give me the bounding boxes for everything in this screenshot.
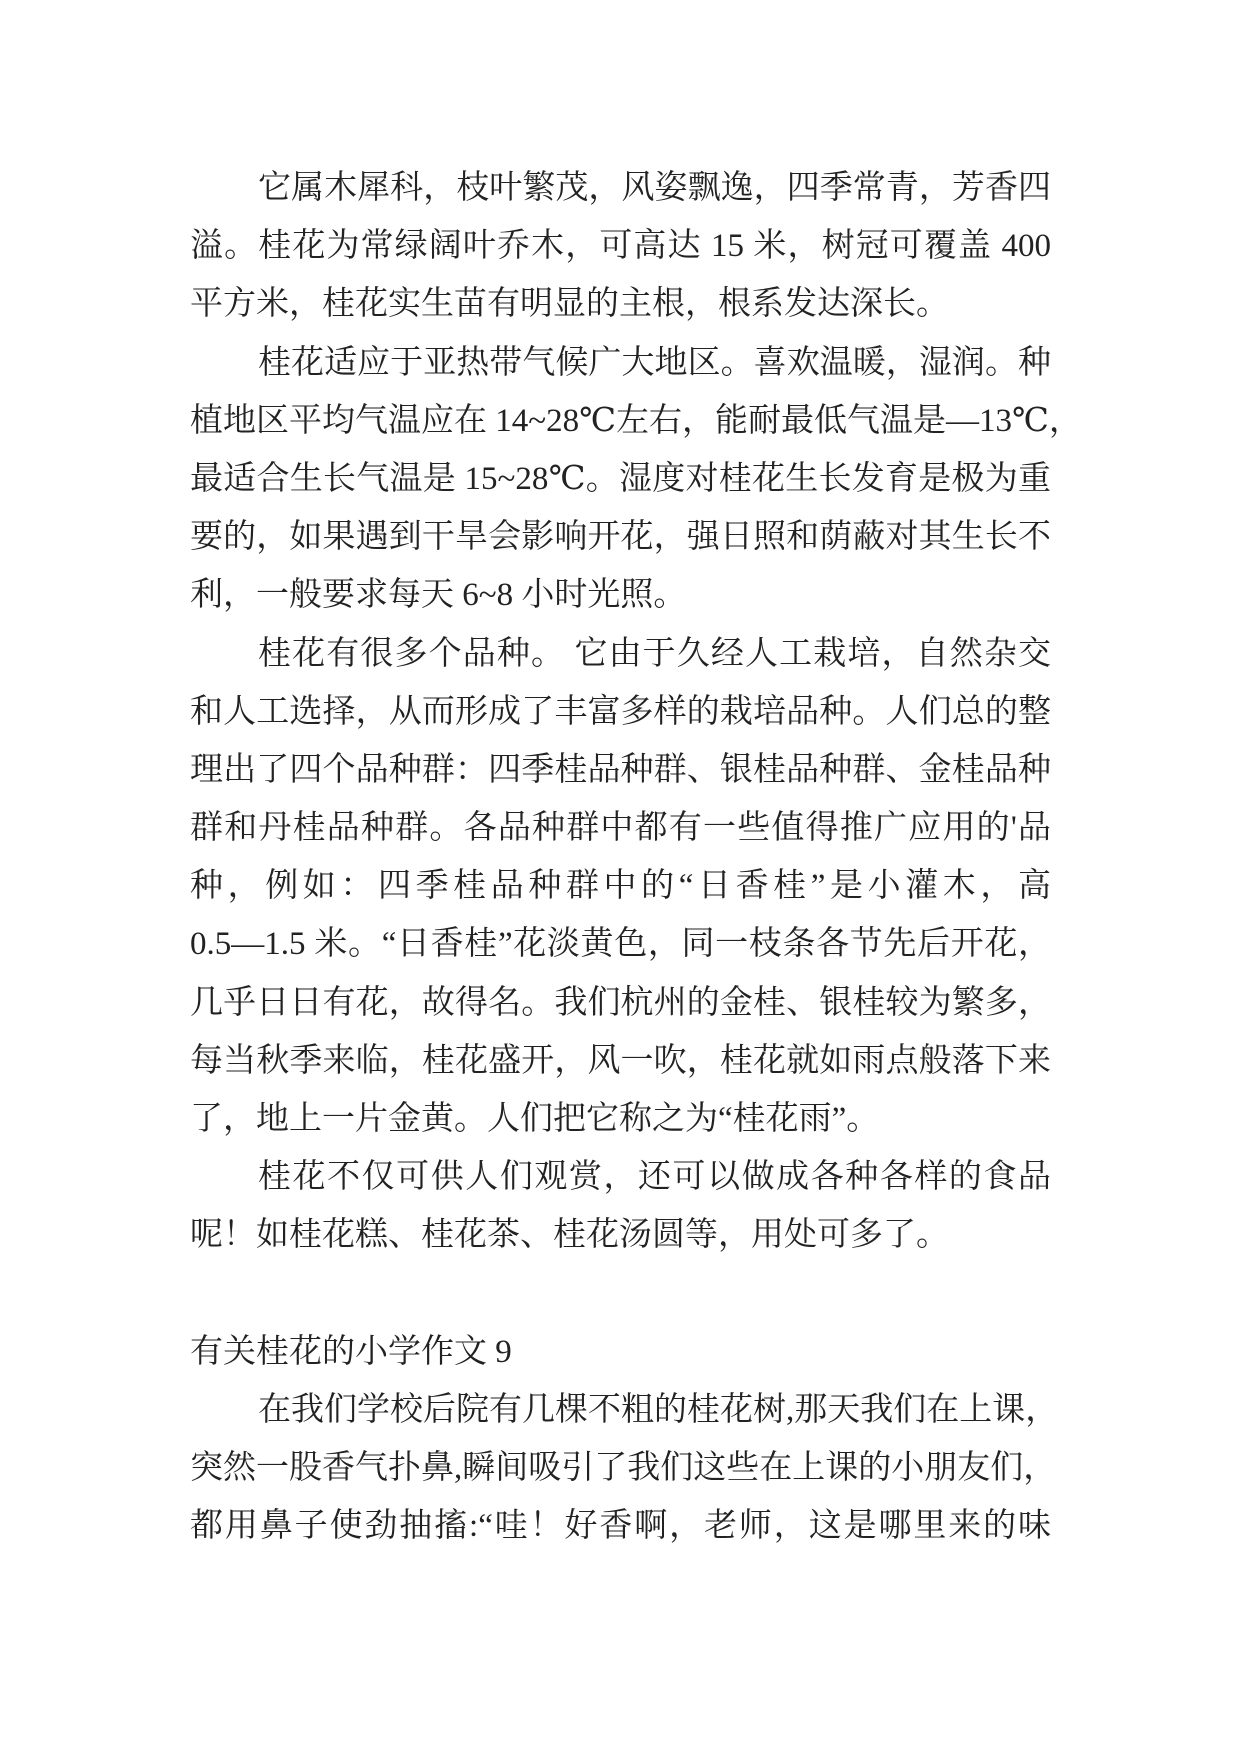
paragraph-line: 溢。桂花为常绿阔叶乔木，可高达 15 米，树冠可覆盖 400 [190, 228, 1051, 265]
paragraph-line: 和人工选择，从而形成了丰富多样的栽培品种。人们总的整 [190, 693, 1051, 730]
paragraph [190, 1148, 1051, 1264]
paragraph-line: 了，地上一片金黄。人们把它称之为“桂花雨”。 [190, 1101, 880, 1137]
paragraph [190, 334, 1082, 625]
paragraph-line: 都用鼻子使劲抽搐:“哇！好香啊，老师，这是哪里来的味 [190, 1508, 1051, 1545]
paragraph-line: 利，一般要求每天 6~8 小时光照。 [190, 577, 687, 614]
paragraph-line: 要的，如果遇到干旱会影响开花，强日照和荫蔽对其生长不 [190, 519, 1051, 556]
paragraph-line: 理出了四个品种群：四季桂品种群、银桂品种群、金桂品种 [190, 751, 1051, 788]
document-body [190, 159, 1082, 1556]
paragraph-line: 植地区平均气温应在 14~28℃左右，能耐最低气温是—13℃， [190, 402, 1082, 439]
blank-line [190, 1265, 1051, 1323]
paragraph-line: 0.5—1.5 米。“日香桂”花淡黄色，同一枝条各节先后开花， [190, 926, 1051, 963]
essay-heading: 有关桂花的小学作文 9 [190, 1333, 512, 1370]
paragraph-line: 群和丹桂品种群。各品种群中都有一些值得推广应用的'品 [190, 810, 1051, 847]
paragraph-line: 几乎日日有花，故得名。我们杭州的金桂、银桂较为繁多， [190, 984, 1051, 1021]
paragraph-line: 呢！如桂花糕、桂花茶、桂花汤圆等，用处可多了。 [190, 1217, 949, 1254]
paragraph [190, 1381, 1059, 1556]
paragraph-line: 突然一股香气扑鼻,瞬间吸引了我们这些在上课的小朋友们， [190, 1450, 1057, 1487]
paragraph-line: 每当秋季来临，桂花盛开，风一吹，桂花就如雨点般落下来 [190, 1042, 1051, 1079]
paragraph [190, 625, 1051, 1149]
paragraph-line: 最适合生长气温是 15~28℃。湿度对桂花生长发育是极为重 [190, 460, 1051, 497]
paragraph-line: 它属木犀科，枝叶繁茂，风姿飘逸，四季常青，芳香四 [258, 170, 1051, 206]
paragraph-line: 桂花有很多个品种。 它由于久经人工栽培，自然杂交 [258, 635, 1051, 672]
paragraph [190, 159, 1051, 334]
paragraph-line: 种，例如：四季桂品种群中的“日香桂”是小灌木，高 [190, 868, 1051, 905]
paragraph-line: 在我们学校后院有几棵不粗的桂花树,那天我们在上课， [258, 1391, 1059, 1428]
paragraph-line: 平方米，桂花实生苗有明显的主根，根系发达深长。 [190, 286, 949, 323]
paragraph-line: 桂花不仅可供人们观赏，还可以做成各种各样的食品 [258, 1159, 1051, 1196]
paragraph-line: 桂花适应于亚热带气候广大地区。喜欢温暖，湿润。种 [258, 344, 1051, 381]
